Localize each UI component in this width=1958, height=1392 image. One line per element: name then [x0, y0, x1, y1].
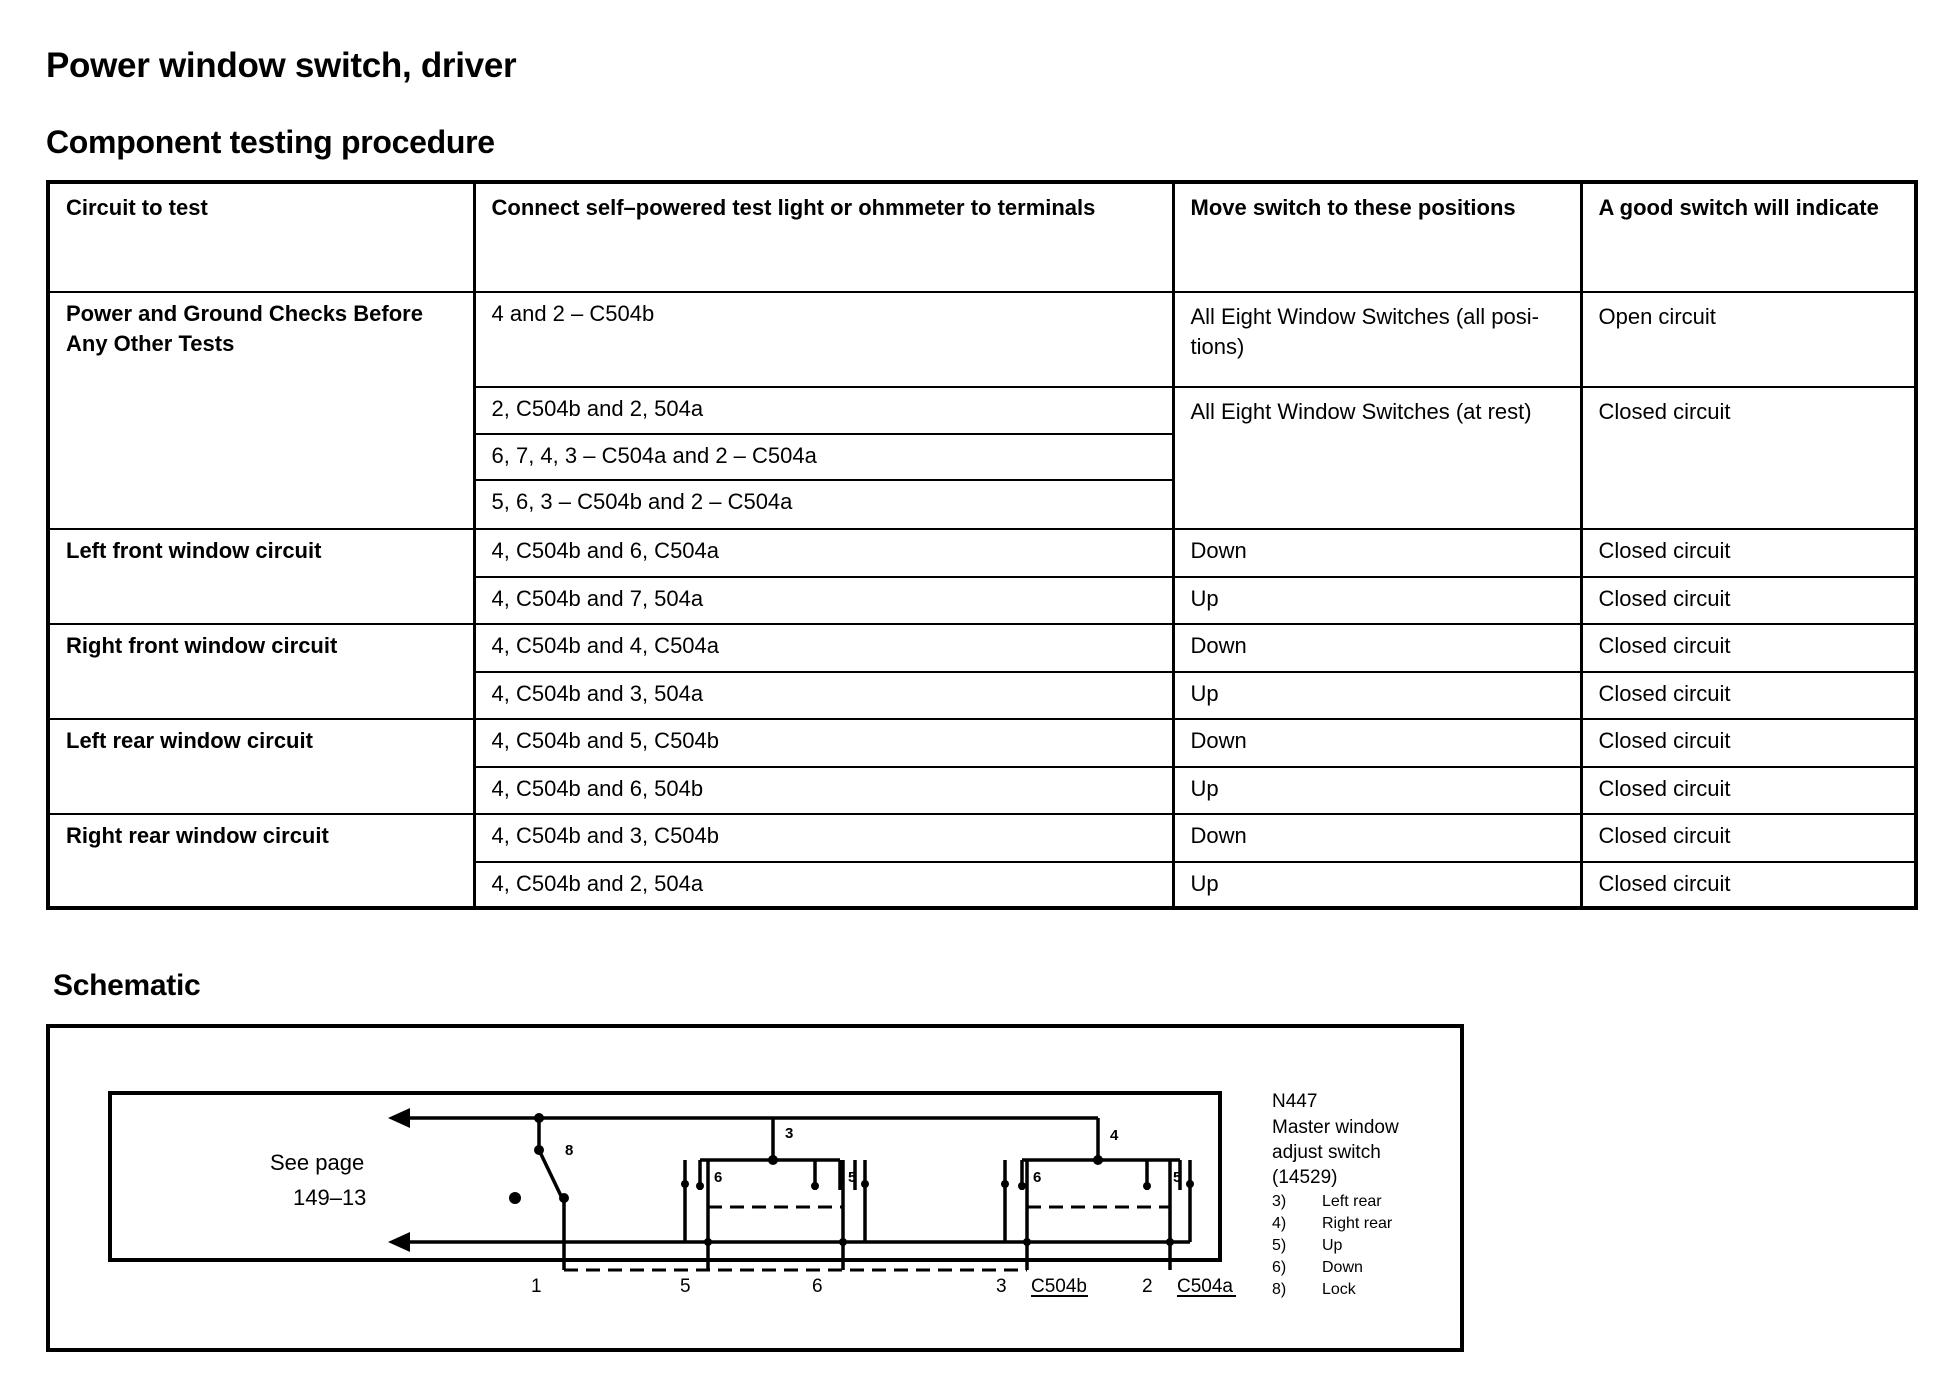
- see-page-number: 149–13: [293, 1185, 367, 1210]
- terminals-cell: 4, C504b and 3, C504b: [474, 814, 1173, 862]
- legend-num: 4): [1272, 1215, 1287, 1232]
- section-heading-schematic: Schematic: [53, 969, 201, 1002]
- result-cell: Closed circuit: [1581, 672, 1916, 719]
- terminals-cell: 4, C504b and 3, 504a: [474, 672, 1173, 719]
- result-cell: Closed circuit: [1581, 767, 1916, 814]
- terminals-cell: 5, 6, 3 – C504b and 2 – C504a: [474, 480, 1173, 529]
- position-cell: All Eight Window Switches (all posi-tions): [1173, 292, 1581, 387]
- see-page-label: See page: [270, 1150, 365, 1175]
- result-cell: Closed circuit: [1581, 719, 1916, 767]
- lock-switch-terminal: [509, 1192, 521, 1204]
- result-cell: Closed circuit: [1581, 577, 1916, 624]
- legend-num: 5): [1272, 1237, 1287, 1254]
- legend-num: 3): [1272, 1193, 1287, 1210]
- terminals-cell: 4, C504b and 7, 504a: [474, 577, 1173, 624]
- connector-label-c504a: C504a: [1177, 1276, 1233, 1297]
- header-circuit: Circuit to test: [48, 182, 474, 292]
- pin-label-6: 6: [812, 1276, 823, 1297]
- position-cell: Up: [1173, 767, 1581, 814]
- result-cell: Closed circuit: [1581, 387, 1916, 529]
- component-name-line1: Master window: [1272, 1117, 1399, 1138]
- component-code: N447: [1272, 1091, 1318, 1112]
- section-heading-testing: Component testing procedure: [46, 124, 495, 160]
- lock-switch-blade: [539, 1150, 562, 1198]
- contact-label-5: 5: [848, 1169, 857, 1186]
- connector-label-c504b: C504b: [1031, 1276, 1087, 1297]
- circuit-cell: Right rear window circuit: [48, 814, 474, 908]
- wire-label-3: 3: [785, 1125, 794, 1142]
- wire-label-4: 4: [1110, 1127, 1119, 1144]
- position-cell: Up: [1173, 672, 1581, 719]
- result-cell: Closed circuit: [1581, 624, 1916, 672]
- result-cell: Closed circuit: [1581, 862, 1916, 908]
- position-cell: All Eight Window Switches (at rest): [1173, 387, 1581, 529]
- result-cell: Closed circuit: [1581, 529, 1916, 577]
- position-cell: Down: [1173, 814, 1581, 862]
- result-cell: Open circuit: [1581, 292, 1916, 387]
- pin-label-1: 1: [531, 1276, 542, 1297]
- wire-label-8: 8: [565, 1142, 574, 1159]
- component-part-number: (14529): [1272, 1167, 1338, 1188]
- position-cell: Down: [1173, 719, 1581, 767]
- terminals-cell: 4, C504b and 6, C504a: [474, 529, 1173, 577]
- circuit-cell: Left rear window circuit: [48, 719, 474, 814]
- terminals-cell: 4, C504b and 6, 504b: [474, 767, 1173, 814]
- contact-label-6: 6: [1033, 1169, 1042, 1186]
- terminals-cell: 6, 7, 4, 3 – C504a and 2 – C504a: [474, 434, 1173, 480]
- terminals-cell: 4, C504b and 4, C504a: [474, 624, 1173, 672]
- legend-num: 8): [1272, 1281, 1287, 1298]
- position-cell: Up: [1173, 577, 1581, 624]
- legend-text: Lock: [1322, 1281, 1356, 1298]
- result-cell: Closed circuit: [1581, 814, 1916, 862]
- terminals-cell: 2, C504b and 2, 504a: [474, 387, 1173, 434]
- header-positions: Move switch to these positions: [1173, 182, 1581, 292]
- terminals-cell: 4, C504b and 2, 504a: [474, 862, 1173, 908]
- arrow-left-icon: [388, 1232, 410, 1252]
- terminals-cell: 4, C504b and 5, C504b: [474, 719, 1173, 767]
- legend-text: Up: [1322, 1237, 1343, 1254]
- terminals-cell: 4 and 2 – C504b: [474, 292, 1173, 387]
- pin-label-3: 3: [996, 1276, 1007, 1297]
- header-indication: A good switch will indicate: [1581, 182, 1916, 292]
- contact-label-6: 6: [714, 1169, 723, 1186]
- pin-label-2: 2: [1142, 1276, 1153, 1297]
- position-cell: Down: [1173, 624, 1581, 672]
- component-name-line2: adjust switch: [1272, 1142, 1381, 1163]
- page-title: Power window switch, driver: [46, 46, 517, 85]
- legend-text: Down: [1322, 1259, 1363, 1276]
- circuit-cell: Right front window circuit: [48, 624, 474, 719]
- header-terminals: Connect self–powered test light or ohmmeter to terminals: [474, 182, 1173, 292]
- pin-label-5: 5: [680, 1276, 691, 1297]
- position-cell: Up: [1173, 862, 1581, 908]
- legend-text: Left rear: [1322, 1193, 1382, 1210]
- arrow-left-icon: [388, 1108, 410, 1128]
- position-cell: Down: [1173, 529, 1581, 577]
- circuit-cell: Power and Ground Checks Before Any Other Tests: [48, 292, 474, 529]
- legend-num: 6): [1272, 1259, 1287, 1276]
- contact-label-5: 5: [1173, 1169, 1182, 1186]
- circuit-cell: Left front window circuit: [48, 529, 474, 624]
- legend-text: Right rear: [1322, 1215, 1393, 1232]
